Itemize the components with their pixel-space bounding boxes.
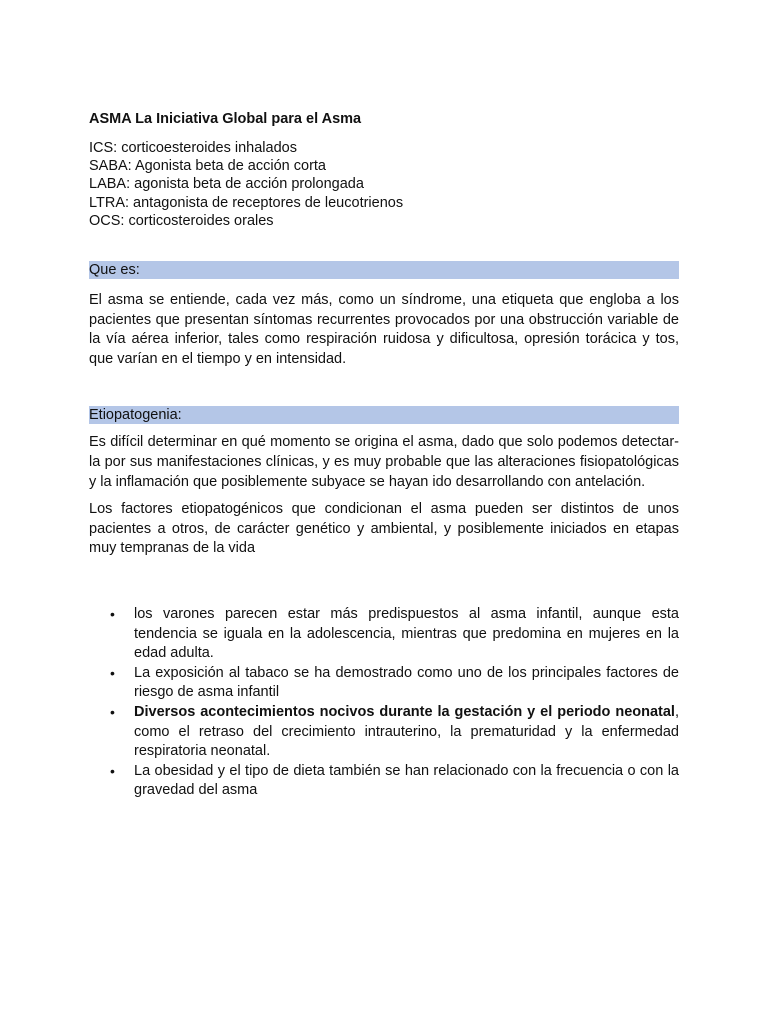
paragraph-definition: El asma se entiende, cada vez más, como un síndrome, una etiqueta que engloba a los pacientes que presentan síntomas recurrentes provocados por una obstrucción variable de la vía aérea inferior, tales como respiración ruidosa y dificultosa, opresión torácica y tos, que varían en el tiempo y en intensidad. bbox=[89, 292, 679, 367]
list-item-text: los varones parecen estar más predispuestos al asma infantil, aunque esta tendencia se iguala en la adolescencia, mientras que predomina en mujeres en la edad adulta. bbox=[134, 605, 679, 662]
paragraph-factors: Los factores etiopatogénicos que condicionan el asma pueden ser distintos de unos pacientes a otros, de carácter genético y ambiental, y posiblemente iniciados en etapas muy tempranas de la vida bbox=[89, 501, 679, 557]
abbreviation-item: LABA: agonista beta de acción prolongada bbox=[89, 176, 364, 193]
abbreviation-item: ICS: corticoesteroides inhalados bbox=[89, 140, 297, 156]
bullet-icon: • bbox=[110, 605, 115, 622]
list-item-text: , como el retraso del crecimiento intrauterino, la prematuridad y la enfermedad respiratoria neonatal. bbox=[134, 703, 679, 760]
document-title: ASMA La Iniciativa Global para el Asma bbox=[89, 111, 362, 127]
list-item bbox=[89, 605, 679, 664]
section-heading-etiopatogenia: Etiopatogenia: bbox=[89, 406, 679, 424]
bullet-icon: • bbox=[110, 703, 115, 720]
abbreviation-list bbox=[89, 139, 679, 230]
abbreviation-item: OCS: corticosteroides orales bbox=[89, 212, 274, 229]
section-heading-que-es: Que es: bbox=[89, 261, 679, 279]
list-item bbox=[89, 664, 679, 703]
list-item bbox=[89, 703, 679, 762]
list-item-text: La obesidad y el tipo de dieta también se han relacionado con la frecuencia o con la gravedad del asma bbox=[134, 762, 679, 799]
list-item-text: La exposición al tabaco se ha demostrado como uno de los principales factores de riesgo de asma infantil bbox=[134, 664, 679, 701]
bullet-icon: • bbox=[110, 664, 115, 681]
list-item-bold-text: Diversos acontecimientos nocivos durante la gestación y el periodo neonatal bbox=[134, 703, 675, 720]
paragraph-origin: Es difícil determinar en qué momento se origina el asma, dado que solo podemos detectar- la por sus manifestaciones clínicas, y es muy probable que las alteraciones fisiopatológicas y la inflamación que posiblemente subyace se hayan ido desarrollando con antelación. bbox=[89, 434, 679, 490]
abbreviation-item: LTRA: antagonista de receptores de leucotrienos bbox=[89, 194, 404, 211]
abbreviation-item: SABA: Agonista beta de acción corta bbox=[89, 158, 326, 175]
bullet-icon: • bbox=[110, 762, 115, 779]
list-item bbox=[89, 762, 679, 801]
risk-factor-list bbox=[89, 605, 679, 801]
